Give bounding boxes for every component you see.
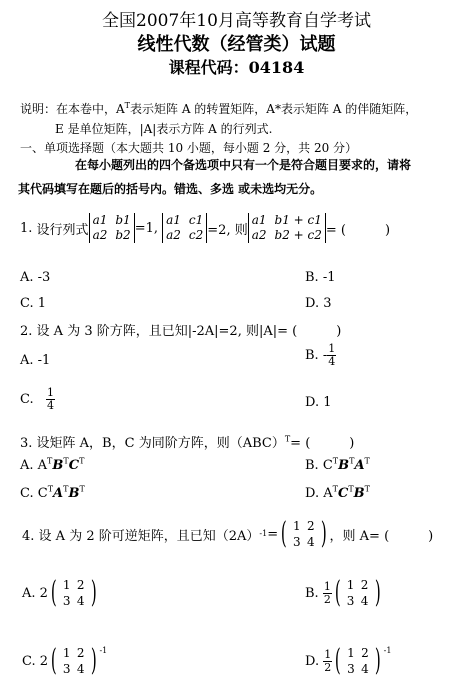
determinant-2: a1 a2 c1 c2 xyxy=(162,213,207,243)
determinant-1: a1 a2 b1 b2 xyxy=(89,213,135,243)
question-3: 3. 设矩阵 A，B，C 为同阶方阵，则（ABC）$^T$= ( ) xyxy=(20,434,355,451)
q1-option-d: D. 3 xyxy=(305,296,332,311)
matrix-option-c: ( 1 2 3 4 ) xyxy=(50,643,97,678)
intro-line1: 说明：在本卷中，$A^T$表示矩阵 A 的转置矩阵，A*表示矩阵 A 的伴随矩阵， xyxy=(20,101,418,116)
q1-number: 1. xyxy=(20,220,33,236)
matrix-option-a: ( 1 2 3 4 ) xyxy=(50,575,97,610)
q3-option-b: B. $C^TB^TA^T$ xyxy=(305,456,370,473)
q1-option-c: C. 1 xyxy=(20,296,47,311)
q3-option-c: C. $C^TA^TB^T$ xyxy=(20,484,85,501)
matrix-given: ( 1 2 3 4 ) xyxy=(281,516,327,551)
q4-option-c: C. 2 ( 1 2 3 4 ) $^{-1}$ xyxy=(22,643,108,678)
fraction-one-quarter: $\frac{1}{4}$ xyxy=(47,386,55,412)
q4-option-d: D. $\frac{1}{2}$ ( 1 2 3 4 ) $^{-1}$ xyxy=(305,643,392,678)
exam-subject: 线性代数（经管类）试题 xyxy=(137,34,336,55)
q1-option-b: B. -1 xyxy=(305,270,336,285)
fraction-one-quarter: $\frac{1}{4}$ xyxy=(328,342,336,368)
instructions-line1: 在每小题列出的四个备选项中只有一个是符合题目要求的，请将 xyxy=(75,158,412,172)
q2-option-c: C. $\frac{1}{4}$ xyxy=(20,386,55,412)
q3-option-a: A. $A^TB^TC^T$ xyxy=(20,456,85,473)
q2-option-b: B. - $\frac{1}{4}$ xyxy=(305,342,336,368)
question-4: 4. 设 A 为 2 阶可逆矩阵，且已知（2A） -1 = ( 1 2 3 4 ) ，则 A= ( ) xyxy=(22,516,434,551)
matrix-option-b: ( 1 2 3 4 ) xyxy=(334,575,381,610)
fraction-one-half: $\frac{1}{2}$ xyxy=(324,647,332,674)
matrix-option-d: ( 1 2 3 4 ) xyxy=(335,643,381,678)
exam-title: 全国2007年10月高等教育自学考试 xyxy=(102,11,371,31)
q4-option-a: A. 2 ( 1 2 3 4 ) xyxy=(22,577,99,609)
q4-option-b: B. $\frac{1}{2}$ ( 1 2 3 4 ) xyxy=(305,577,383,609)
fraction-one-half: $\frac{1}{2}$ xyxy=(323,579,331,606)
intro-line2: E 是单位矩阵，|A|表示方阵 A 的行列式. xyxy=(55,122,273,136)
question-2: 2. 设 A 为 3 阶方阵，且已知|-2A|=2, 则|A|= ( ) xyxy=(20,324,342,339)
course-code: 课程代码：04184 xyxy=(168,58,305,77)
section-heading: 一、单项选择题（本大题共 10 小题，每小题 2 分，共 20 分） xyxy=(20,141,358,155)
instructions-line2: 其代码填写在题后的括号内。错选、多选 或未选均无分。 xyxy=(18,182,323,196)
q2-option-d: D. 1 xyxy=(305,395,332,410)
q1-text: 设行列式 xyxy=(36,222,89,238)
q2-option-a: A. -1 xyxy=(20,353,51,368)
q3-option-d: D. $A^TC^TB^T$ xyxy=(305,484,371,501)
q1-option-a: A. -3 xyxy=(20,270,51,285)
question-1: 1. 设行列式 a1 a2 b1 b2 =1, a1 a2 c1 c2 =2, 则 a1 a2 b1 + c1 b2 + c2 = ( ) xyxy=(20,213,391,242)
determinant-3: a1 a2 b1 + c1 b2 + c2 xyxy=(248,213,326,243)
